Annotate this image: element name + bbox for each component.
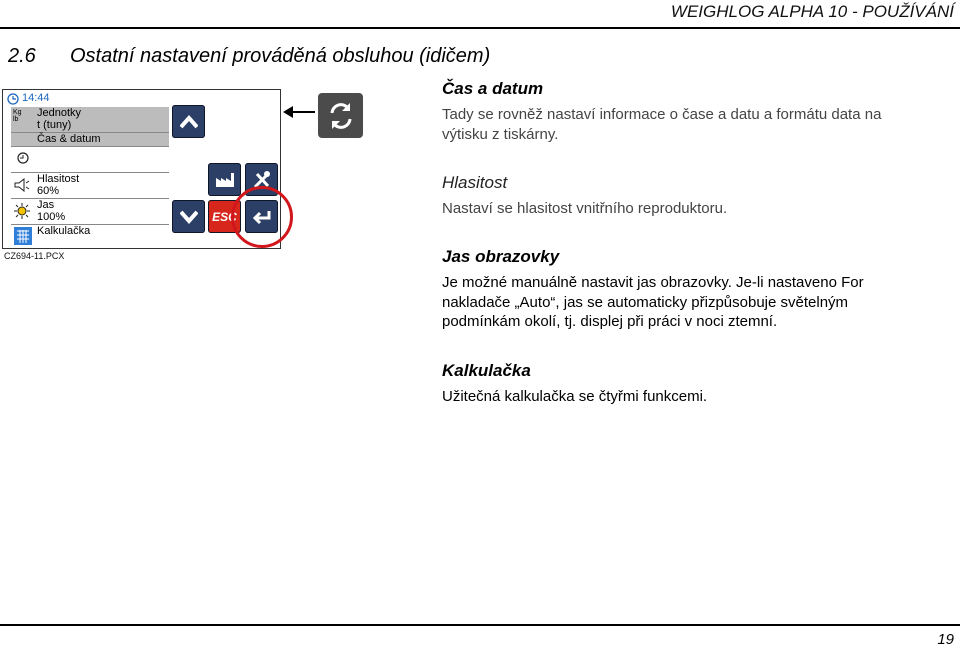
rotate-button[interactable]	[318, 93, 363, 138]
rotate-icon	[326, 101, 356, 131]
section-title	[8, 45, 490, 68]
factory-button[interactable]	[208, 163, 241, 196]
list-item-value: t (tuny)	[37, 119, 72, 131]
heading-time-date: Čas a datum	[442, 79, 544, 98]
highlight-circle	[231, 186, 293, 248]
sun-icon	[14, 203, 30, 219]
list-item-value: 60%	[37, 185, 60, 197]
paragraph-calculator: Užitečná kalkulačka se čtyřmi funkcemi.	[442, 388, 708, 405]
arrow-down-icon	[180, 210, 198, 224]
figure-caption: CZ694-11.PCX	[4, 251, 65, 261]
list-item-value: 100%	[37, 211, 66, 223]
esc-button[interactable]: ESC	[208, 200, 241, 233]
heading-brightness: Jas obrazovky	[442, 247, 560, 266]
text-line: nakladače „Auto“, jas se automaticky přizpůsobuje světelným	[442, 293, 849, 311]
scroll-up-button[interactable]	[172, 105, 205, 138]
arrow-up-icon	[180, 115, 198, 129]
section-title-text: Ostatní nastavení prováděná obsluhou (idičem)	[70, 45, 491, 67]
clock-icon	[17, 152, 29, 164]
header-rule	[0, 27, 960, 29]
document-header: WEIGHLOG ALPHA 10 - POUŽÍVÁNÍ	[670, 2, 954, 21]
list-item-label: Jednotky	[37, 107, 82, 119]
paragraph-volume: Nastaví se hlasitost vnitřního reproduktoru.	[442, 200, 728, 217]
list-item-brightness[interactable]	[11, 199, 169, 225]
scroll-down-button[interactable]	[172, 200, 205, 233]
section-number: 2.6	[8, 45, 36, 67]
page-number: 19	[937, 631, 954, 648]
text-line: Je možné manuálně nastavit jas obrazovky. Je-li nastaveno For	[442, 274, 864, 291]
list-item-label: Kalkulačka	[37, 225, 91, 237]
speaker-icon	[14, 178, 30, 192]
list-item-time-date[interactable]	[11, 133, 169, 147]
arrow-left-icon	[282, 104, 316, 120]
text-line: Tady se rovněž nastaví informace o čase a datu a formátu data na	[442, 106, 882, 123]
heading-calculator: Kalkulačka	[442, 361, 531, 380]
text-line: výtisku z tiskárny.	[442, 125, 559, 143]
scale-icon: Kg lb	[13, 109, 22, 123]
device-time: 14:44	[22, 92, 50, 104]
list-item-volume[interactable]	[11, 173, 169, 199]
clock-status-icon	[7, 93, 19, 105]
paragraph-time-date	[442, 105, 942, 144]
paragraph-brightness	[442, 273, 952, 332]
factory-icon	[215, 172, 235, 188]
text-line: podmínkám okolí, tj. displej při práci v noci ztemní.	[442, 313, 778, 330]
calculator-icon	[14, 227, 32, 245]
list-item-label: Čas & datum	[37, 133, 101, 145]
list-item-label: Jas	[37, 199, 55, 211]
list-item-units[interactable]	[11, 107, 169, 133]
heading-volume: Hlasitost	[442, 173, 508, 192]
list-item-label: Hlasitost	[37, 173, 80, 185]
list-item-calculator[interactable]	[11, 225, 169, 245]
list-item-spacer	[11, 146, 169, 173]
footer-rule	[0, 624, 960, 626]
